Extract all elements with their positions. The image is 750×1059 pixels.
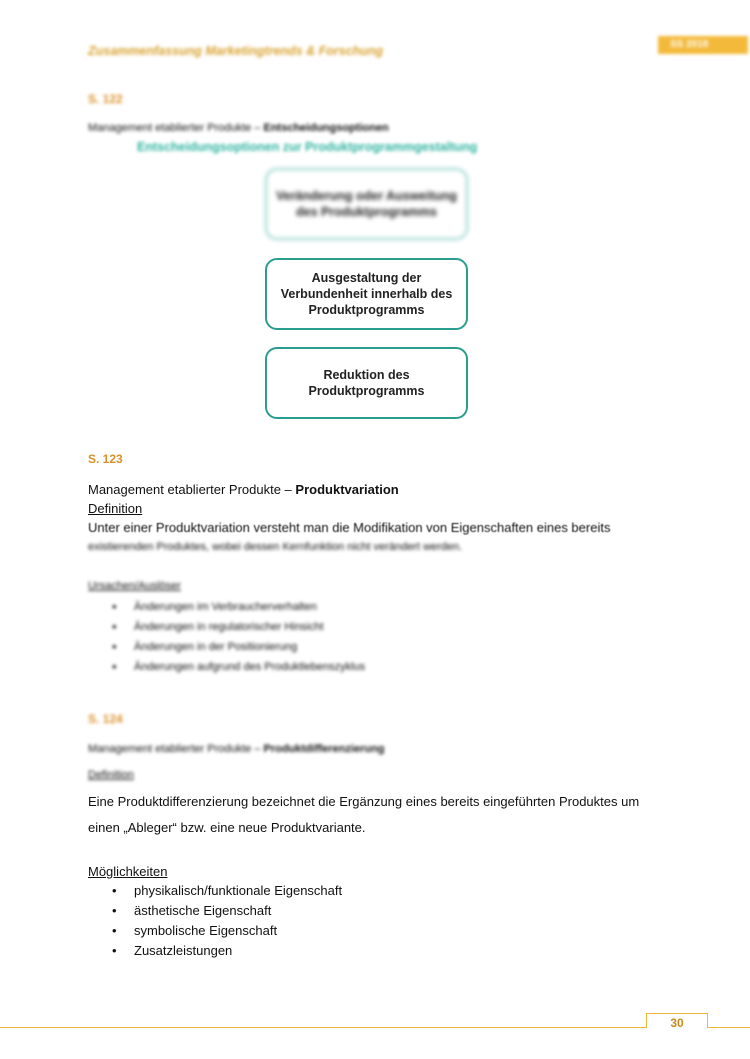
diagram-title: Entscheidungsoptionen zur Produktprogrammgestaltung: [137, 140, 478, 154]
footer-rule: [0, 1027, 646, 1028]
diagram-box-3: Reduktion des Produktprogramms: [265, 347, 468, 419]
list-item: • Änderungen in der Positionierung: [112, 637, 365, 657]
document-header-title: Zusammenfassung Marketingtrends & Forschung: [88, 44, 384, 58]
section-heading-bold: Entscheidungsoptionen: [263, 122, 389, 134]
definition-text-line: einen „Ableger“ bzw. eine neue Produktvariante.: [88, 820, 366, 835]
section-heading: [88, 482, 399, 497]
section-heading-bold: Produktvariation: [295, 482, 399, 497]
section-heading: [88, 743, 385, 755]
section-heading-plain: Management etablierter Produkte –: [88, 743, 264, 755]
section-heading-plain: Management etablierter Produkte –: [88, 482, 296, 497]
list-item: • Änderungen im Verbraucherverhalten: [112, 597, 365, 617]
list-item: • symbolische Eigenschaft: [112, 921, 342, 941]
list-item: • ästhetische Eigenschaft: [112, 901, 342, 921]
footer-rule: [708, 1027, 750, 1028]
cause-list: [112, 597, 365, 677]
list-item: • Änderungen in regulatorischer Hinsicht: [112, 617, 365, 637]
list-label: Ursachen/Auslöser: [88, 580, 181, 592]
list-label: Möglichkeiten: [88, 864, 168, 879]
page-number: 30: [646, 1013, 708, 1028]
list-item: • Änderungen aufgrund des Produktlebenszyklus: [112, 657, 365, 677]
list-item: • Zusatzleistungen: [112, 941, 342, 961]
section-heading-plain: Management etablierter Produkte –: [88, 122, 264, 134]
definition-text-line: existierenden Produktes, wobei dessen Kernfunktion nicht verändert werden.: [88, 541, 463, 553]
diagram-box-2: Ausgestaltung der Verbundenheit innerhalb des Produktprogramms: [265, 258, 468, 330]
definition-label: Definition: [88, 501, 143, 516]
possibilities-list: [112, 881, 342, 961]
list-item: • physikalisch/funktionale Eigenschaft: [112, 881, 342, 901]
section-page-ref: S. 124: [88, 712, 123, 726]
section-page-ref: S. 122: [88, 92, 123, 106]
diagram-box-1: Veränderung oder Ausweitung des Produktprogramms: [265, 168, 468, 240]
document-header-tag: SS 2018: [658, 36, 748, 54]
definition-text-line: Unter einer Produktvariation versteht man die Modifikation von Eigenschaften eines bereits: [88, 520, 611, 535]
definition-text-line: Eine Produktdifferenzierung bezeichnet die Ergänzung eines bereits eingeführten Produktes um: [88, 794, 640, 809]
section-heading: [88, 122, 389, 134]
section-page-ref: S. 123: [88, 452, 123, 466]
definition-label: Definition: [88, 769, 134, 781]
section-heading-bold: Produktdifferenzierung: [263, 743, 385, 755]
